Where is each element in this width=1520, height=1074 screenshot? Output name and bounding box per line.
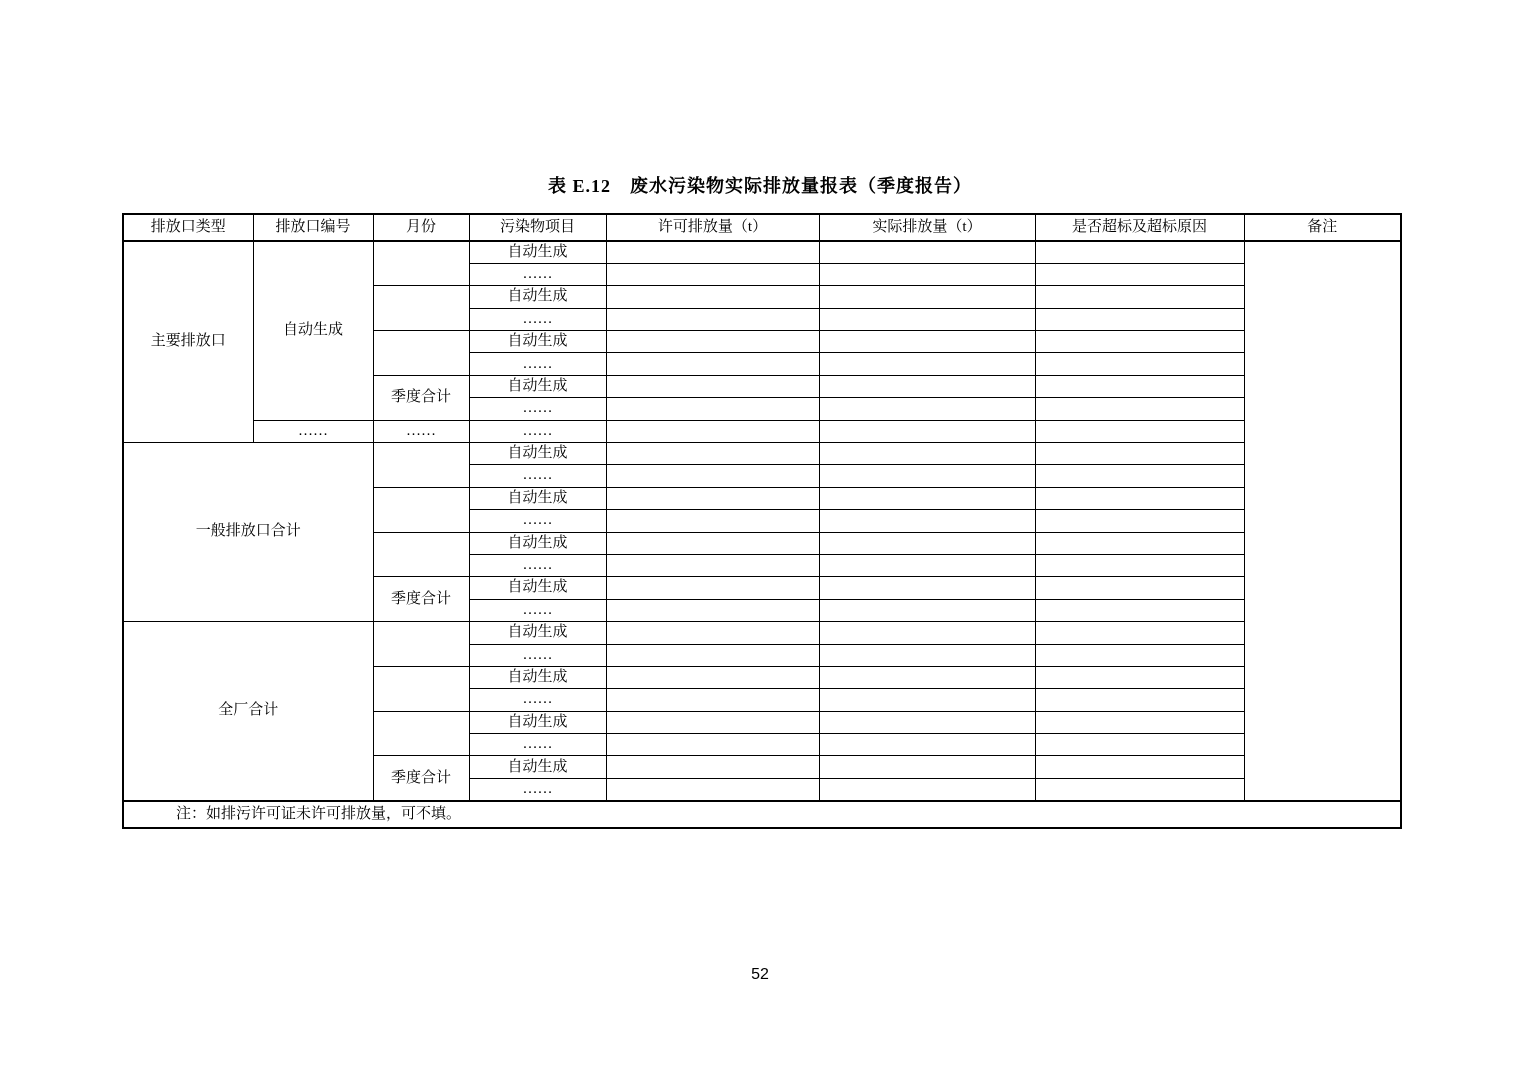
cell-exceedance-blank [1035,577,1244,599]
cell-actual-blank [819,263,1035,285]
cell-exceedance-blank [1035,622,1244,644]
cell-pollutant-auto: 自动生成 [469,666,606,688]
cell-pollutant-auto: 自动生成 [469,375,606,397]
cell-exceedance-blank [1035,532,1244,554]
cell-actual-blank [819,375,1035,397]
cell-exceedance-blank [1035,734,1244,756]
cell-actual-blank [819,398,1035,420]
cell-actual-blank [819,353,1035,375]
cell-exceedance-blank [1035,778,1244,800]
cell-permitted-blank [606,599,819,621]
cell-permitted-blank [606,734,819,756]
cell-month-blank [373,487,469,532]
cell-permitted-blank [606,756,819,778]
cell-exceedance-blank [1035,241,1244,263]
cell-permitted-blank [606,778,819,800]
cell-pollutant-ellipsis: …… [469,398,606,420]
cell-permitted-blank [606,443,819,465]
cell-pollutant-auto: 自动生成 [469,622,606,644]
cell-pollutant-auto: 自动生成 [469,286,606,308]
col-header-pollutant: 污染物项目 [469,214,606,241]
cell-pollutant-ellipsis: …… [469,734,606,756]
cell-actual-blank [819,554,1035,576]
cell-quarter-total: 季度合计 [373,577,469,622]
cell-actual-blank [819,308,1035,330]
col-header-month: 月份 [373,214,469,241]
cell-pollutant-ellipsis: …… [469,554,606,576]
cell-pollutant-auto: 自动生成 [469,487,606,509]
col-header-exceedance-reason: 是否超标及超标原因 [1035,214,1244,241]
table-row [123,622,1401,644]
cell-pollutant-ellipsis: …… [469,308,606,330]
cell-outlet-number-auto: 自动生成 [253,241,373,420]
cell-actual-blank [819,689,1035,711]
cell-month-blank [373,622,469,667]
cell-exceedance-blank [1035,286,1244,308]
report-table [122,213,1402,829]
table-row [123,241,1401,263]
cell-exceedance-blank [1035,331,1244,353]
cell-pollutant-ellipsis: …… [469,599,606,621]
cell-pollutant-ellipsis: …… [469,263,606,285]
cell-permitted-blank [606,308,819,330]
cell-exceedance-blank [1035,554,1244,576]
cell-exceedance-blank [1035,443,1244,465]
cell-permitted-blank [606,375,819,397]
cell-exceedance-blank [1035,510,1244,532]
col-header-outlet-number: 排放口编号 [253,214,373,241]
cell-actual-blank [819,734,1035,756]
cell-month-blank [373,443,469,488]
cell-pollutant-auto: 自动生成 [469,577,606,599]
cell-actual-blank [819,286,1035,308]
cell-actual-blank [819,331,1035,353]
cell-month-blank [373,331,469,376]
cell-actual-blank [819,644,1035,666]
cell-pollutant-auto: 自动生成 [469,443,606,465]
cell-exceedance-blank [1035,644,1244,666]
cell-actual-blank [819,532,1035,554]
cell-permitted-blank [606,353,819,375]
cell-exceedance-blank [1035,465,1244,487]
table-row [123,420,1401,442]
cell-exceedance-blank [1035,599,1244,621]
cell-plant-total: 全厂合计 [123,622,373,801]
cell-actual-blank [819,241,1035,263]
cell-actual-blank [819,465,1035,487]
cell-actual-blank [819,443,1035,465]
cell-permitted-blank [606,666,819,688]
cell-exceedance-blank [1035,420,1244,442]
page-number: 52 [751,966,769,983]
cell-general-outlet-total: 一般排放口合计 [123,443,373,622]
page-title: 表 E.12 废水污染物实际排放量报表（季度报告） [547,176,972,196]
cell-exceedance-blank [1035,689,1244,711]
cell-permitted-blank [606,689,819,711]
cell-permitted-blank [606,554,819,576]
cell-exceedance-blank [1035,756,1244,778]
cell-exceedance-blank [1035,487,1244,509]
cell-outlet-number-ellipsis: …… [253,420,373,442]
cell-exceedance-blank [1035,308,1244,330]
cell-pollutant-auto: 自动生成 [469,756,606,778]
cell-month-blank [373,711,469,756]
cell-exceedance-blank [1035,711,1244,733]
cell-actual-blank [819,599,1035,621]
cell-pollutant-ellipsis: …… [469,689,606,711]
cell-permitted-blank [606,577,819,599]
col-header-remarks: 备注 [1244,214,1401,241]
cell-quarter-total: 季度合计 [373,756,469,801]
cell-pollutant-auto: 自动生成 [469,711,606,733]
cell-permitted-blank [606,331,819,353]
cell-actual-blank [819,622,1035,644]
cell-pollutant-auto: 自动生成 [469,331,606,353]
cell-permitted-blank [606,510,819,532]
cell-month-blank [373,666,469,711]
cell-pollutant-auto: 自动生成 [469,532,606,554]
cell-actual-blank [819,756,1035,778]
cell-actual-blank [819,778,1035,800]
cell-pollutant-ellipsis: …… [469,420,606,442]
cell-permitted-blank [606,644,819,666]
cell-exceedance-blank [1035,353,1244,375]
cell-actual-blank [819,711,1035,733]
cell-actual-blank [819,487,1035,509]
cell-exceedance-blank [1035,375,1244,397]
header-row [123,214,1401,241]
table-note: 注：如排污许可证未许可排放量，可不填。 [123,801,1401,828]
col-header-outlet-type: 排放口类型 [123,214,253,241]
cell-month-blank [373,241,469,286]
cell-permitted-blank [606,465,819,487]
table-note-row [123,801,1401,828]
cell-actual-blank [819,420,1035,442]
cell-exceedance-blank [1035,666,1244,688]
cell-month-blank [373,532,469,577]
table-row [123,443,1401,465]
col-header-permitted-amount: 许可排放量（t） [606,214,819,241]
cell-actual-blank [819,666,1035,688]
cell-pollutant-auto: 自动生成 [469,241,606,263]
cell-exceedance-blank [1035,263,1244,285]
cell-exceedance-blank [1035,398,1244,420]
cell-permitted-blank [606,263,819,285]
cell-permitted-blank [606,622,819,644]
cell-month-ellipsis: …… [373,420,469,442]
cell-pollutant-ellipsis: …… [469,778,606,800]
cell-quarter-total: 季度合计 [373,375,469,420]
cell-pollutant-ellipsis: …… [469,465,606,487]
cell-permitted-blank [606,711,819,733]
cell-permitted-blank [606,398,819,420]
cell-permitted-blank [606,532,819,554]
cell-actual-blank [819,510,1035,532]
cell-pollutant-ellipsis: …… [469,353,606,375]
cell-pollutant-ellipsis: …… [469,644,606,666]
cell-actual-blank [819,577,1035,599]
cell-permitted-blank [606,241,819,263]
cell-remarks-blank [1244,241,1401,801]
cell-permitted-blank [606,286,819,308]
col-header-actual-amount: 实际排放量（t） [819,214,1035,241]
cell-permitted-blank [606,420,819,442]
cell-main-outlet: 主要排放口 [123,241,253,443]
cell-pollutant-ellipsis: …… [469,510,606,532]
cell-month-blank [373,286,469,331]
cell-permitted-blank [606,487,819,509]
